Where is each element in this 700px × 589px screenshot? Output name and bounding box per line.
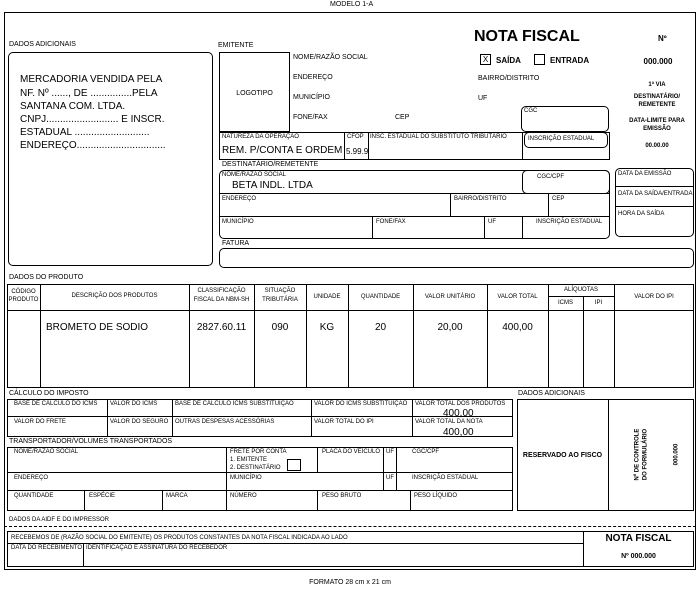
inscr-sub-label: INSC. ESTADUAL DO SUBSTITUTO TRIBUTÁRIO: [370, 134, 507, 140]
dest-municipio-label: MUNICÍPIO: [222, 219, 254, 225]
th-aliquotas: ALÍQUOTAS: [564, 287, 598, 293]
valor-sub-label: VALOR DO ICMS SUBSTITUIÇÃO: [314, 401, 408, 407]
th-codigo-2: PRODUTO: [8, 297, 39, 303]
via-dest-1: DESTINATÁRIO/: [633, 94, 681, 100]
hora-saida-label: HORA DA SAÍDA: [618, 211, 665, 217]
logo-label: LOGOTIPO: [236, 90, 273, 97]
dados-line-6: ENDEREÇO................................: [20, 140, 166, 151]
dest-endereco-label: ENDEREÇO: [222, 196, 257, 202]
format-label: FORMATO 28 cm x 21 cm: [309, 579, 391, 586]
limite-value: 00.00.00: [645, 143, 669, 149]
dados-line-5: ESTADUAL ...........................: [20, 127, 150, 138]
emitente-cgc-label: CGC: [524, 108, 538, 114]
natureza-label: NATUREZA DA OPERAÇÃO: [222, 134, 299, 140]
transp-uf-label: UF: [386, 449, 394, 455]
quantidade-label: QUANTIDADE: [14, 493, 54, 499]
calculo-label: CÁLCULO DO IMPOSTO: [9, 390, 89, 397]
model-label: MODELO 1-A: [330, 1, 374, 8]
dados-adicionais-label: DADOS ADICIONAIS: [9, 41, 76, 48]
seguro-label: VALOR DO SEGURO: [110, 419, 169, 425]
canhoto-numero: Nº 000.000: [621, 553, 656, 560]
reservado-fisco: RESERVADO AO FISCO: [522, 452, 603, 459]
limite-label-1: DATA-LIMITE PARA: [629, 118, 685, 124]
row-descricao: BROMETO DE SODIO: [46, 322, 149, 333]
dados-line-4: CNPJ.......................... E INSCR.: [20, 114, 165, 125]
transp-cgc-label: CGC/CPF: [412, 449, 439, 455]
saida-check-mark: X: [482, 55, 489, 64]
transp-endereco-label: ENDEREÇO: [14, 475, 49, 481]
dados-line-3: SANTANA COM. LTDA.: [20, 101, 126, 112]
frete-label: VALOR DO FRETE: [14, 419, 66, 425]
th-codigo-1: CÓDIGO: [11, 289, 36, 295]
canhoto-title: NOTA FISCAL: [605, 533, 672, 544]
th-descricao: DESCRIÇÃO DOS PRODUTOS: [71, 293, 158, 299]
nota-numero-label: Nº: [658, 34, 667, 43]
entrada-checkbox[interactable]: [534, 54, 545, 65]
peso-bruto-label: PESO BRUTO: [322, 493, 362, 499]
th-situacao-1: SITUAÇÃO: [264, 288, 296, 294]
th-valor-total: VALOR TOTAL: [497, 294, 538, 300]
controle-label-2: DO FORMULÁRIO: [642, 428, 649, 481]
row-valor-total: 400,00: [502, 322, 533, 333]
dest-cgc-label: CGC/CPF: [537, 174, 564, 180]
total-produtos-label: VALOR TOTAL DOS PRODUTOS: [415, 401, 506, 407]
destinatario-label: DESTINATÁRIO/REMETENTE: [222, 161, 319, 168]
via-label: 1ª VIA: [648, 82, 666, 88]
controle-label-1: Nº DE CONTROLE: [634, 428, 641, 481]
transp-uf2-label: UF: [386, 475, 394, 481]
inscr-estadual-label: INSCRIÇÃO ESTADUAL: [528, 136, 595, 142]
placa-label: PLACA DO VEÍCULO: [322, 449, 381, 455]
datas-box: [615, 168, 694, 237]
via-dest-2: REMETENTE: [638, 102, 676, 108]
entrada-label: ENTRADA: [550, 56, 590, 65]
data-emissao-label: DATA DA EMISSÃO: [618, 171, 672, 177]
transp-nome-label: NOME/RAZÃO SOCIAL: [14, 449, 79, 455]
transportador-label: TRANSPORTADOR/VOLUMES TRANSPORTADOS: [9, 438, 173, 445]
emitente-nome-label: NOME/RAZÃO SOCIAL: [293, 54, 368, 61]
cfop-label: CFOP: [347, 134, 364, 140]
row-quantidade: 20: [374, 322, 387, 333]
saida-label: SAÍDA: [496, 56, 521, 65]
transp-inscr-label: INSCRIÇÃO ESTADUAL: [412, 475, 479, 481]
frete-option-box[interactable]: [287, 459, 301, 471]
frete-destinatario-label: 2. DESTINATÁRIO: [230, 465, 281, 471]
row-valor-unit: 20,00: [437, 322, 463, 333]
dest-nome-label: NOME/RAZÃO SOCIAL: [222, 172, 287, 178]
row-situacao: 090: [271, 322, 289, 333]
total-nota-label: VALOR TOTAL DA NOTA: [415, 419, 483, 425]
valor-ipi-label: VALOR TOTAL DO IPI: [314, 419, 374, 425]
th-ipi: IPI: [594, 300, 603, 306]
natureza-value: REM. P/CONTA E ORDEM: [222, 145, 343, 156]
outras-label: OUTRAS DESPESAS ACESSÓRIAS: [175, 419, 275, 425]
th-icms: ICMS: [558, 300, 573, 306]
emitente-bairro-label: BAIRRO/DISTRITO: [478, 75, 540, 82]
emitente-label: EMITENTE: [218, 42, 254, 49]
produto-label: DADOS DO PRODUTO: [9, 274, 84, 281]
cut-line: [4, 526, 696, 527]
data-recebimento-label: DATA DO RECEBIMENTO: [11, 545, 83, 551]
th-classif-2: FISCAL DA NBM-SH: [193, 297, 250, 303]
dest-inscr-label: INSCRIÇÃO ESTADUAL: [536, 219, 603, 225]
total-produtos-value: 400,00: [443, 408, 474, 419]
dados-adicionais-bottom-label: DADOS ADICIONAIS: [518, 390, 585, 397]
emitente-municipio-label: MUNICÍPIO: [293, 94, 330, 101]
base-sub-label: BASE DE CÁLCULO ICMS SUBSTITUIÇÃO: [175, 401, 294, 407]
fatura-label: FATURA: [222, 240, 250, 247]
row-unidade: KG: [319, 322, 335, 333]
emitente-fone-label: FONE/FAX: [293, 114, 328, 121]
dest-fone-label: FONE/FAX: [376, 219, 406, 225]
valor-icms-label: VALOR DO ICMS: [110, 401, 158, 407]
nota-numero: 000.000: [643, 57, 673, 66]
th-classif-1: CLASSIFICAÇÃO: [197, 288, 246, 294]
identificacao-label: IDENTIFICAÇÃO E ASSINATURA DO RECEBEDOR: [86, 545, 228, 551]
th-valor-ipi: VALOR DO IPI: [634, 294, 674, 300]
dest-nome-value: BETA INDL. LTDA: [232, 180, 313, 191]
base-icms-label: BASE DE CÁLCULO DO ICMS: [14, 401, 98, 407]
th-unidade: UNIDADE: [313, 294, 341, 300]
cfop-value: 5.99.9: [346, 147, 369, 156]
nota-fiscal-title: NOTA FISCAL: [474, 28, 580, 45]
data-saida-label: DATA DA SAÍDA/ENTRADA: [618, 191, 693, 197]
peso-liquido-label: PESO LÍQUIDO: [414, 493, 458, 499]
frete-emitente-label: 1. EMITENTE: [230, 457, 268, 463]
dados-line-2: NF. Nº ......, DE ...............PELA: [20, 88, 158, 99]
dest-cep-label: CEP: [552, 196, 565, 202]
frete-conta-label: FRETE POR CONTA: [230, 449, 287, 455]
emitente-endereco-label: ENDEREÇO: [293, 74, 333, 81]
limite-label-2: EMISSÃO: [643, 126, 671, 132]
emitente-uf-label: UF: [478, 95, 488, 102]
dest-cgc-box: [522, 170, 610, 194]
transp-municipio-label: MUNICÍPIO: [230, 475, 262, 481]
fatura-box: [219, 248, 694, 268]
aidf-label: DADOS DA AIDF E DO IMPRESSOR: [9, 517, 110, 523]
dest-uf-label: UF: [488, 219, 496, 225]
especie-label: ESPÉCIE: [89, 493, 116, 499]
numero-label: NÚMERO: [230, 493, 257, 499]
th-valor-unit: VALOR UNITÁRIO: [424, 294, 476, 300]
dados-line-1: MERCADORIA VENDIDA PELA: [20, 74, 163, 85]
th-quantidade: QUANTIDADE: [360, 294, 401, 300]
recebemos-label: RECEBEMOS DE (RAZÃO SOCIAL DO EMITENTE) OS PRODUTOS CONSTANTES DA NOTA FISCAL INDICADA AO LADO: [11, 535, 348, 541]
dest-bairro-label: BAIRRO/DISTRITO: [454, 196, 507, 202]
total-nota-value: 400,00: [443, 427, 474, 438]
marca-label: MARCA: [166, 493, 188, 499]
row-classif: 2827.60.11: [196, 322, 247, 333]
emitente-cep-label: CEP: [395, 114, 410, 121]
th-situacao-2: TRIBUTÁRIA: [262, 297, 298, 303]
controle-numero: 000.000: [673, 443, 680, 466]
